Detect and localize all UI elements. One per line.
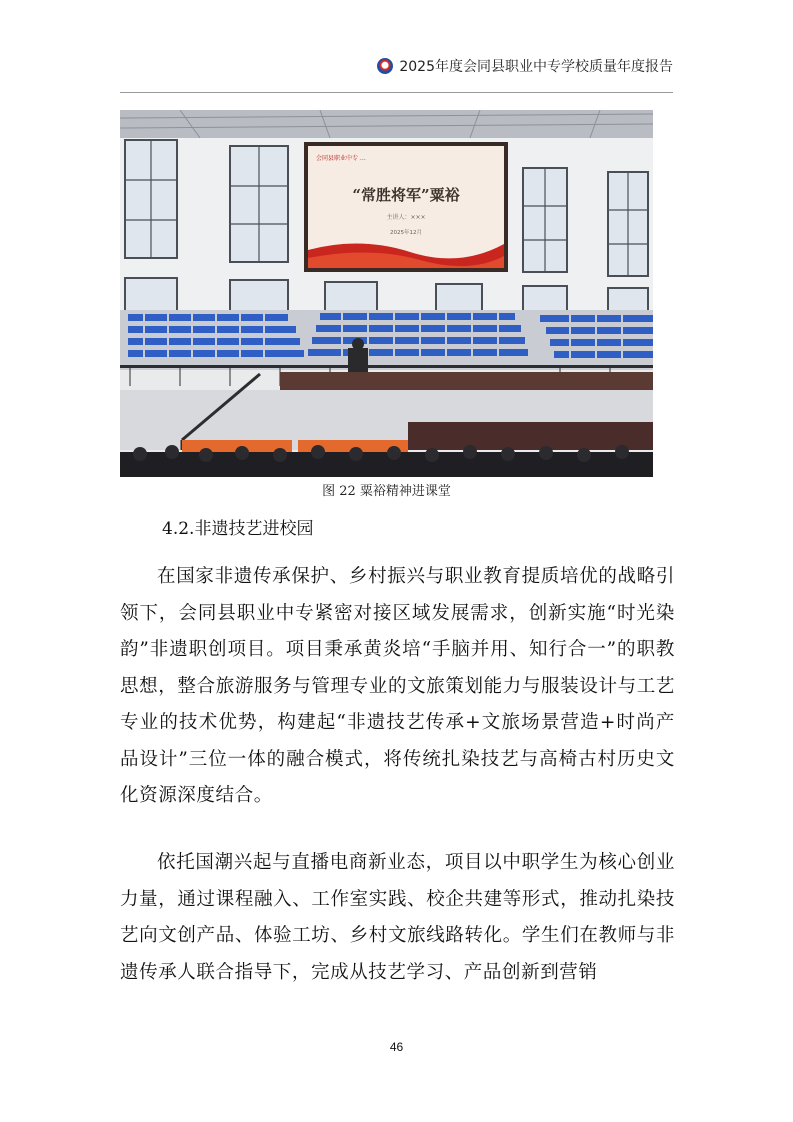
lecture-hall-photo <box>120 110 653 477</box>
speaker-figure <box>348 348 368 372</box>
head-table <box>408 422 653 450</box>
screen-title: “常胜将军”粟裕 <box>352 186 460 204</box>
report-title: 2025年度会同县职业中专学校质量年度报告 <box>399 59 673 75</box>
school-logo-icon <box>377 58 393 74</box>
screen-banner: 会同县职业中专 … <box>316 155 366 162</box>
header-title-group <box>377 56 673 76</box>
page-header <box>120 52 673 93</box>
screen-speaker: 主讲人：××× <box>386 214 426 221</box>
page-number: 46 <box>389 1040 404 1054</box>
figure-caption: 图 22 粟裕精神进课堂 <box>322 484 451 499</box>
body-paragraph-2: 依托国潮兴起与直播电商新业态，项目以中职学生为核心创业力量，通过课程融入、工作室实践、校企共建等形式，推动扎染技艺向文创产品、体验工坊、乡村文旅线路转化。学生们在教师与非遗传承人联合指导下，完成从技艺学习、产品创新到营销 <box>120 852 675 983</box>
screen-date: 2025年12月 <box>390 230 422 236</box>
lecture-hall-illustration <box>120 110 653 477</box>
stage-front <box>280 372 653 390</box>
body-paragraph-1: 在国家非遗传承保护、乡村振兴与职业教育提质培优的战略引领下，会同县职业中专紧密对接区域发展需求，创新实施“时光染韵”非遗职创项目。项目秉承黄炎培“手脑并用、知行合一”的职教思想，整合旅游服务与管理专业的文旅策划能力与服装设计与工艺专业的技术优势，构建起“非遗技艺传承+文旅场景营造+时尚产品设计”三位一体的融合模式，将传统扎染技艺与高椅古村历史文化资源深度结合。 <box>120 566 675 806</box>
section-heading: 4.2.非遗技艺进校园 <box>162 519 314 539</box>
